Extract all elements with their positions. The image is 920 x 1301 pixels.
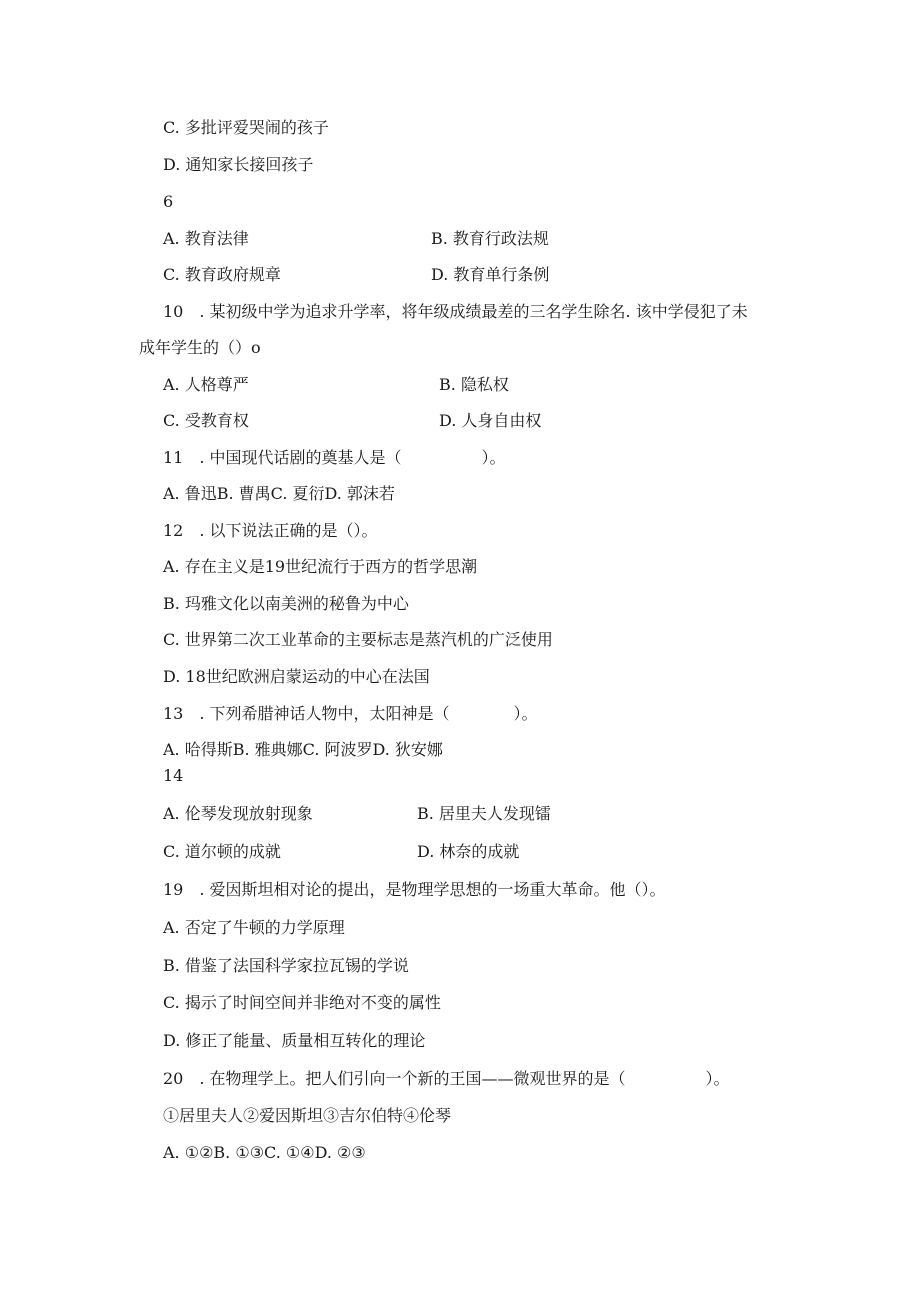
option-b-text: B. 教育行政法规 <box>431 229 549 248</box>
option-c-text: C. 教育政府规章 <box>163 265 281 284</box>
option-a-text: A. 否定了牛顿的力学原理 <box>163 918 345 937</box>
option-b-text: B. 借鉴了法国科学家拉瓦锡的学说 <box>163 956 409 975</box>
option-b-text: B. 玛雅文化以南美洲的秘鲁为中心 <box>163 594 409 613</box>
option-a-text: A. 存在主义是19世纪流行于西方的哲学思潮 <box>163 557 478 576</box>
option-c-text: C. 道尔顿的成就 <box>163 842 281 861</box>
question-number: 14 <box>163 766 184 785</box>
option-d-text: D. 通知家长接回孩子 <box>163 155 314 174</box>
option-b-text: B. 居里夫人发现镭 <box>417 804 551 823</box>
question-number: 6 <box>163 192 174 211</box>
option-c-text: C. 世界第二次工业革命的主要标志是蒸汽机的广泛使用 <box>163 630 553 649</box>
option-d-text: D. 18世纪欧洲启蒙运动的中心在法国 <box>163 667 430 686</box>
question-text: 19 . 爱因斯坦相对论的提出，是物理学思想的一场重大革命。他（）。 <box>163 880 666 899</box>
option-d-text: D. 教育单行条例 <box>431 265 550 284</box>
option-b-text: B. 隐私权 <box>439 375 509 394</box>
question-text-continued: 成年学生的（）o <box>139 338 261 357</box>
options-inline: A. 哈得斯B. 雅典娜C. 阿波罗D. 狄安娜 <box>163 740 443 759</box>
option-d-text: D. 人身自由权 <box>439 411 542 430</box>
question-text: 10 . 某初级中学为追求升学率，将年级成绩最差的三名学生除名. 该中学侵犯了未 <box>163 302 748 321</box>
option-d-text: D. 林奈的成就 <box>417 842 520 861</box>
question-items: ①居里夫人②爱因斯坦③吉尔伯特④伦琴 <box>163 1106 452 1125</box>
option-c-text: C. 多批评爱哭闹的孩子 <box>163 118 329 137</box>
option-d-text: D. 修正了能量、质量相互转化的理论 <box>163 1031 426 1050</box>
option-c-text: C. 揭示了时间空间并非绝对不变的属性 <box>163 993 441 1012</box>
option-c-text: C. 受教育权 <box>163 411 249 430</box>
option-a-text: A. 伦琴发现放射现象 <box>163 804 313 823</box>
question-text: 13 . 下列希腊神话人物中，太阳神是（ ）。 <box>163 704 538 723</box>
option-a-text: A. 教育法律 <box>163 229 249 248</box>
question-text: 12 . 以下说法正确的是（）。 <box>163 521 378 540</box>
options-inline: A. 鲁迅B. 曹禺C. 夏衍D. 郭沫若 <box>163 484 395 503</box>
question-text: 20 . 在物理学上。把人们引向一个新的王国——微观世界的是（ ）。 <box>163 1069 730 1088</box>
option-a-text: A. 人格尊严 <box>163 375 249 394</box>
options-inline: A. ①②B. ①③C. ①④D. ②③ <box>163 1143 366 1162</box>
question-text: 11 . 中国现代话剧的奠基人是（ ）。 <box>163 448 506 467</box>
